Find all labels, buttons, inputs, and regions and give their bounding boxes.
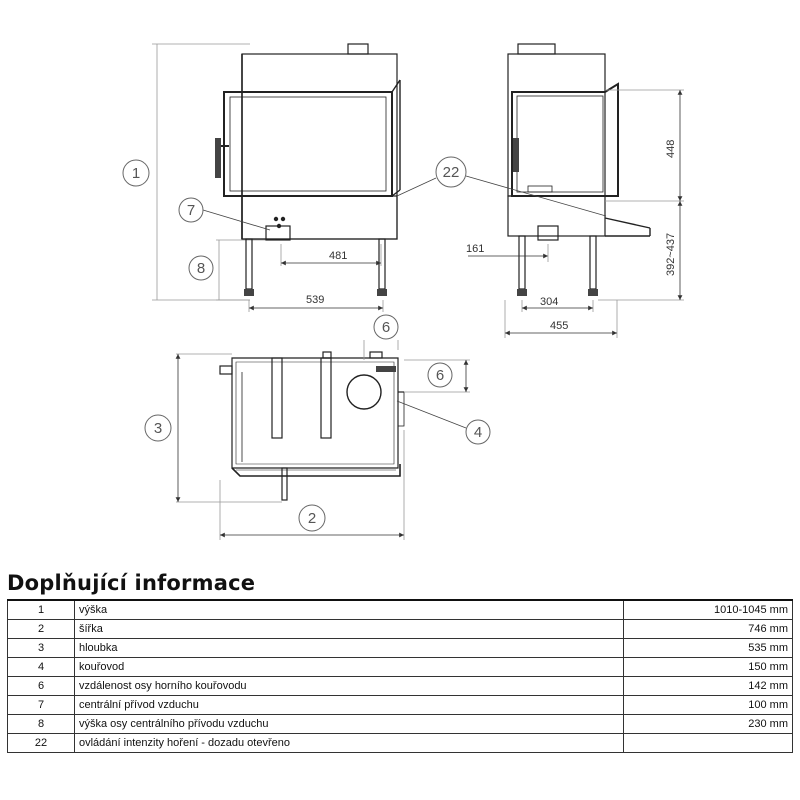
row-label: výška osy centrálního přívodu vzduchu — [75, 715, 624, 734]
callout-22 — [436, 157, 466, 187]
row-number: 2 — [8, 620, 75, 639]
callout-7 — [179, 198, 203, 222]
table-row — [8, 620, 793, 639]
row-number: 8 — [8, 715, 75, 734]
callout-3 — [145, 415, 171, 441]
section-title: Doplňující informace — [7, 571, 256, 595]
row-number: 3 — [8, 639, 75, 658]
row-label: šířka — [75, 620, 624, 639]
callout-2 — [299, 505, 325, 531]
dim-481: 481 — [329, 250, 348, 262]
dim-392-437: 392~437 — [665, 232, 677, 276]
row-value: 535 mm — [624, 639, 793, 658]
row-label: kouřovod — [75, 658, 624, 677]
dim-161: 161 — [466, 243, 485, 255]
svg-text:6: 6 — [381, 319, 391, 336]
callout-6-top — [374, 315, 398, 339]
row-value: 100 mm — [624, 696, 793, 715]
table-row — [8, 639, 793, 658]
table-row — [8, 734, 793, 753]
table-row — [8, 658, 793, 677]
row-label: centrální přívod vzduchu — [75, 696, 624, 715]
svg-text:22: 22 — [442, 164, 460, 181]
row-value: 1010-1045 mm — [624, 600, 793, 620]
callout-8 — [189, 256, 213, 280]
row-value — [624, 734, 793, 753]
callout-6-right — [428, 363, 452, 387]
row-label: vzdálenost osy horního kouřovodu — [75, 677, 624, 696]
row-number: 7 — [8, 696, 75, 715]
table-row — [8, 600, 793, 620]
row-value: 230 mm — [624, 715, 793, 734]
row-label: hloubka — [75, 639, 624, 658]
callout-1 — [123, 160, 149, 186]
table-row — [8, 677, 793, 696]
svg-text:2: 2 — [307, 510, 317, 527]
svg-text:6: 6 — [435, 367, 445, 384]
side-view — [397, 44, 684, 338]
callout-4 — [466, 420, 490, 444]
row-number: 1 — [8, 600, 75, 620]
row-number: 6 — [8, 677, 75, 696]
info-table — [7, 599, 793, 753]
svg-text:1: 1 — [131, 165, 141, 182]
table-row — [8, 696, 793, 715]
table-row — [8, 715, 793, 734]
row-value: 142 mm — [624, 677, 793, 696]
svg-text:3: 3 — [153, 420, 163, 437]
svg-text:4: 4 — [473, 424, 483, 441]
dim-539: 539 — [306, 294, 325, 306]
dim-448: 448 — [665, 139, 677, 158]
row-label: výška — [75, 600, 624, 620]
row-number: 22 — [8, 734, 75, 753]
row-label: ovládání intenzity hoření - dozadu otevřeno — [75, 734, 624, 753]
dim-455: 455 — [550, 320, 569, 332]
row-value: 150 mm — [624, 658, 793, 677]
svg-text:7: 7 — [186, 202, 196, 219]
row-value: 746 mm — [624, 620, 793, 639]
row-number: 4 — [8, 658, 75, 677]
svg-text:8: 8 — [196, 260, 206, 277]
dim-304: 304 — [540, 296, 559, 308]
top-view — [176, 340, 470, 540]
